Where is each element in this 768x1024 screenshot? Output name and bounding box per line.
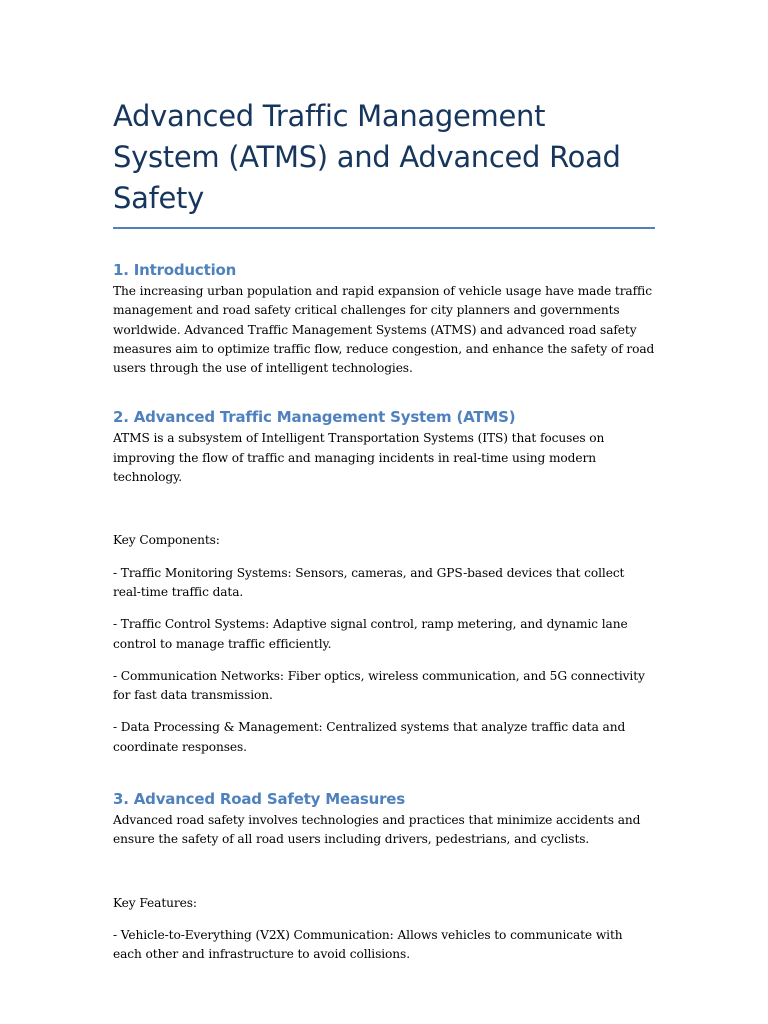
list-item: - Traffic Monitoring Systems: Sensors, cameras, and GPS-based devices that collect real-time traffic data.: [113, 565, 625, 599]
section-heading-road-safety: 3. Advanced Road Safety Measures: [113, 790, 405, 809]
list-item: - Communication Networks: Fiber optics, wireless communication, and 5G connectivity for fast data transmission.: [113, 668, 645, 703]
list-item: - Traffic Control Systems: Adaptive signal control, ramp metering, and dynamic lane control to manage traffic efficiently.: [113, 617, 628, 651]
key-features-label: Key Features:: [113, 895, 197, 910]
road-safety-paragraph: Advanced road safety involves technologies and practices that minimize accidents and ensure the safety of all road users including drivers, pedestrians, and cyclists.: [113, 813, 641, 847]
list-item: - Vehicle-to-Everything (V2X) Communication: Allows vehicles to communicate with each other and infrastructure to avoid collisions.: [113, 927, 623, 962]
section-heading-atms: 2. Advanced Traffic Management System (ATMS): [113, 408, 516, 427]
key-components-label: Key Components:: [113, 533, 220, 548]
introduction-paragraph: The increasing urban population and rapid expansion of vehicle usage have made traffic management and road safety critical challenges for city planners and governments worldwide. Advanced Traffic Management Systems (ATMS) and advanced road safety measures aim to optimize traffic flow, reduce congestion, and enhance the safety of road users through the use of intelligent technologies.: [113, 284, 655, 376]
document-title: Advanced Traffic Management System (ATMS) and Advanced Road Safety: [113, 96, 655, 229]
document-page: [113, 96, 655, 965]
atms-paragraph: ATMS is a subsystem of Intelligent Transportation Systems (ITS) that focuses on improving the flow of traffic and managing incidents in real-time using modern technology.: [113, 431, 605, 485]
list-item: - Data Processing & Management: Centralized systems that analyze traffic data and coordinate responses.: [113, 720, 626, 754]
section-heading-introduction: 1. Introduction: [113, 261, 237, 279]
